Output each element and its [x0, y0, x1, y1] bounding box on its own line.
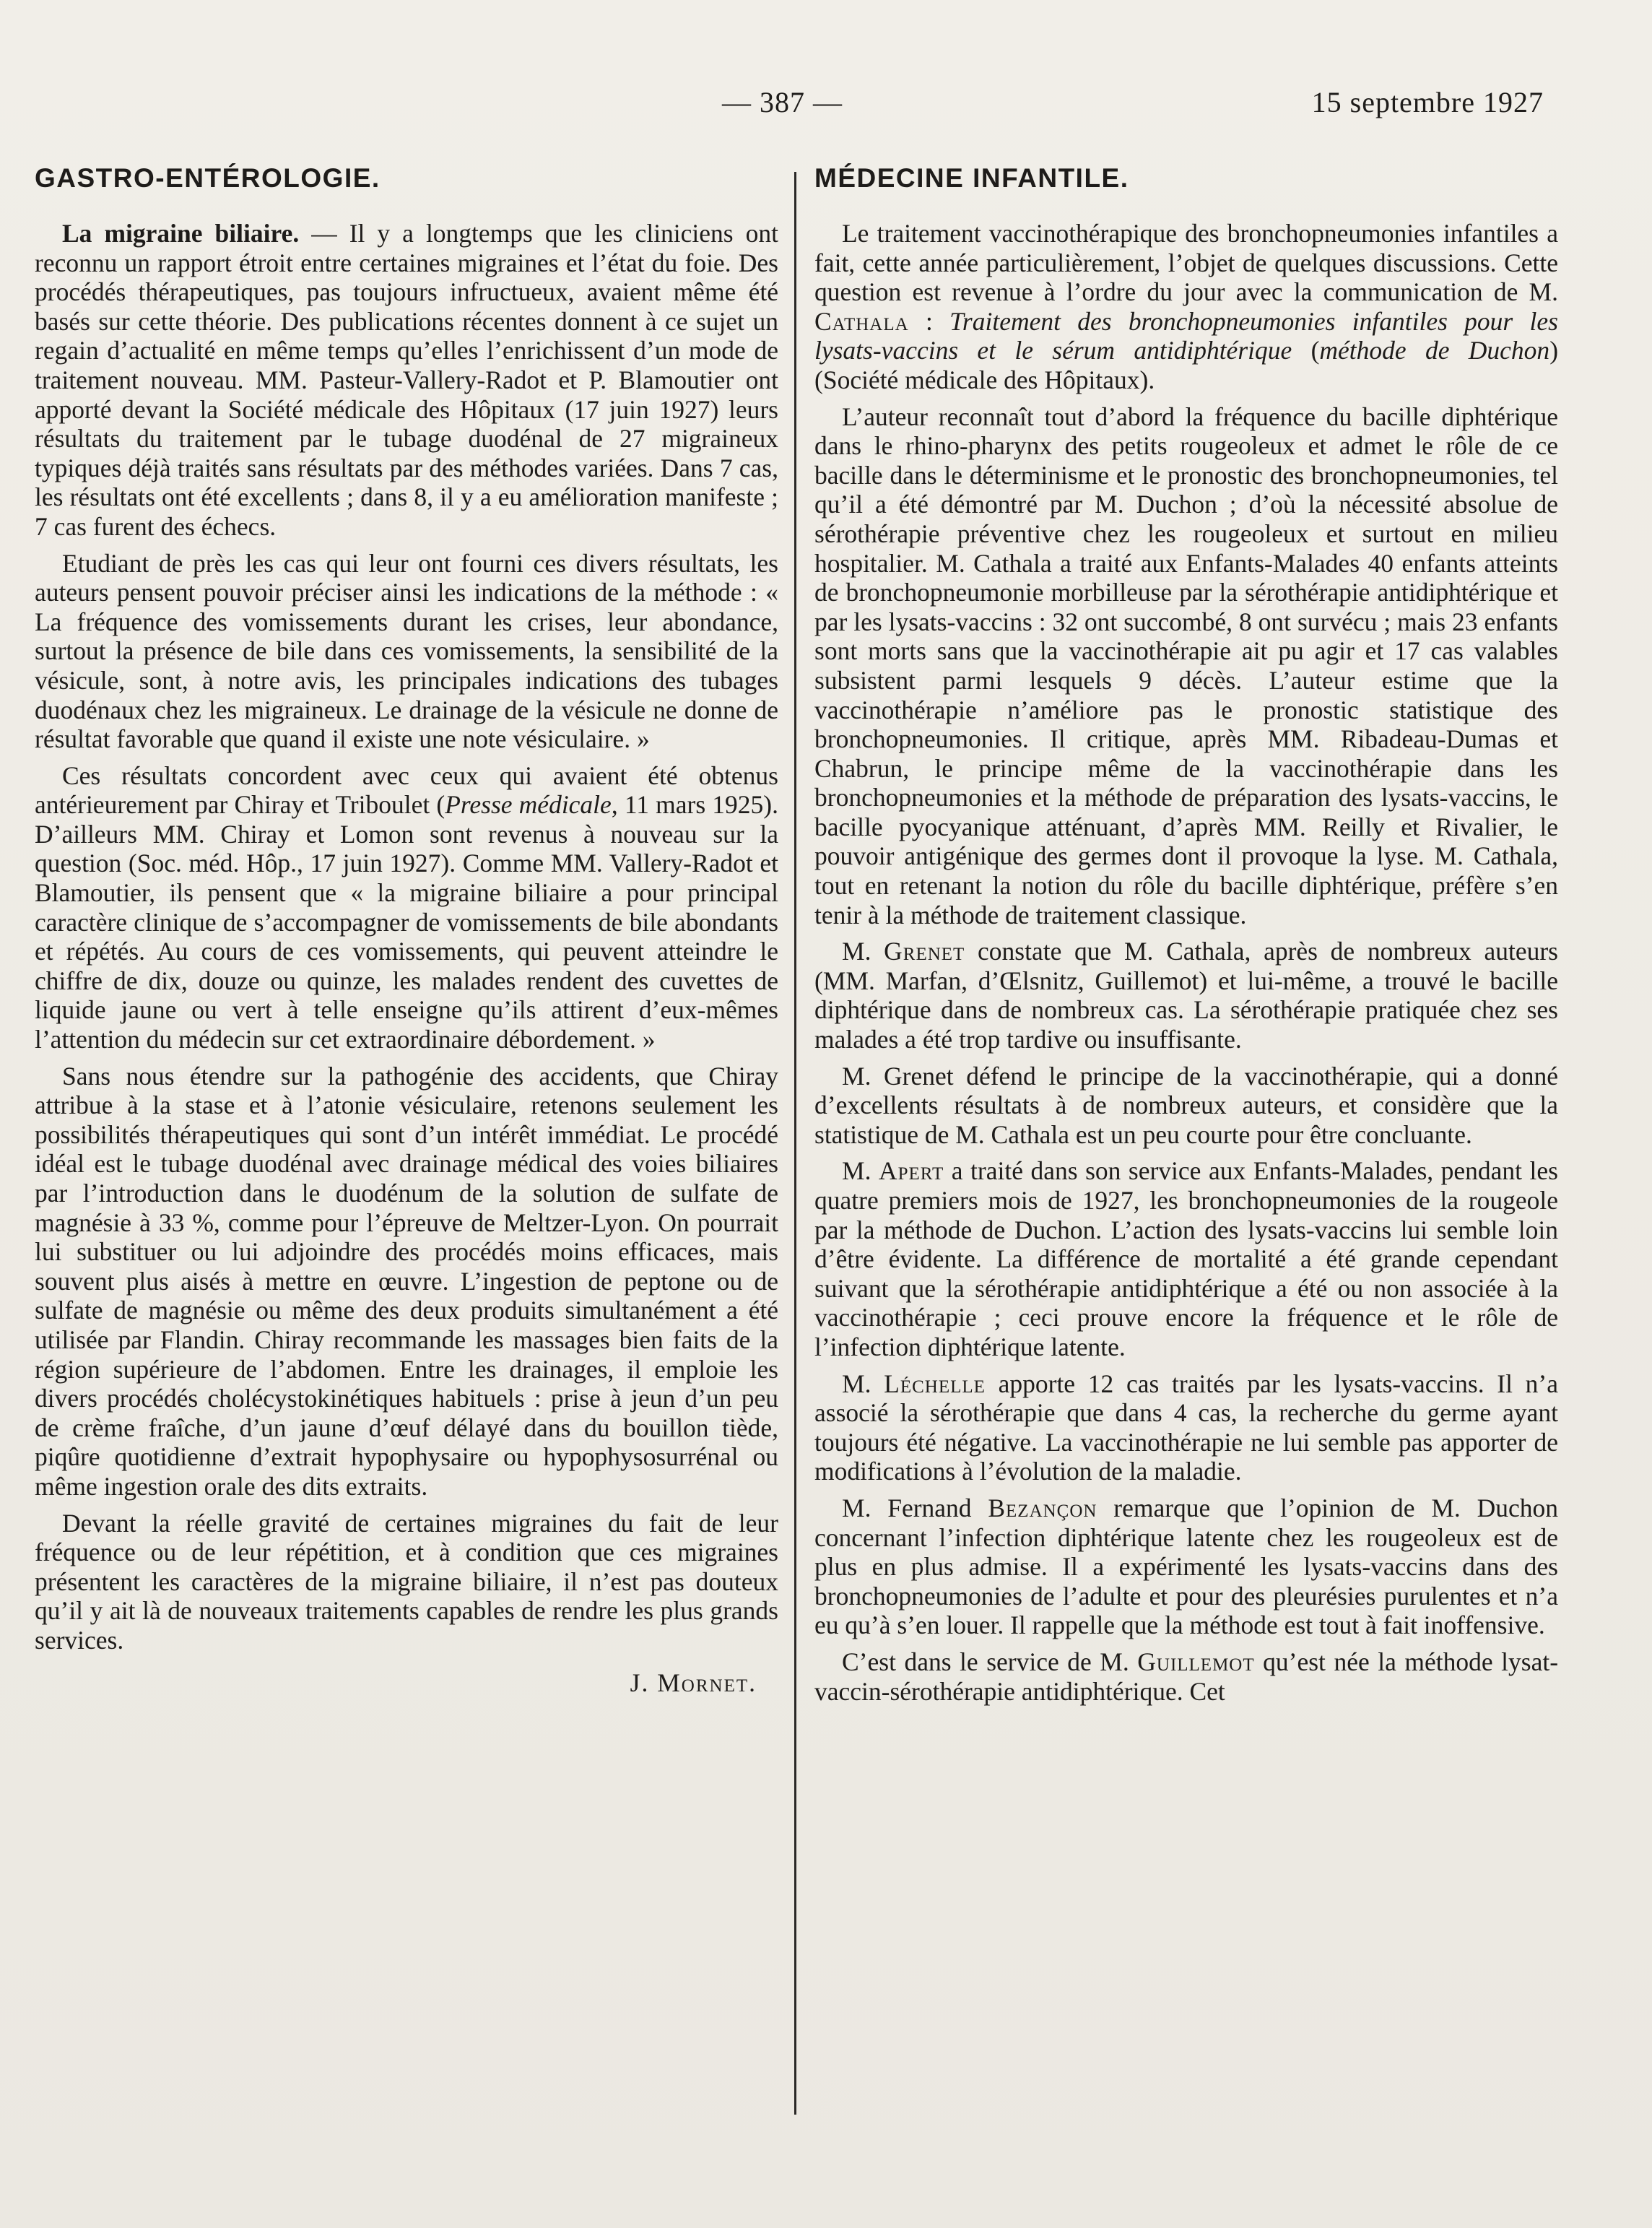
column-divider: [794, 172, 796, 2115]
paragraph-text: apporte 12 cas traités par les lysats-vaccins. Il n’a associé la sérothérapie que dans 4 cas, la recherche du germe ayant toujours été négative. La vaccinothérapie ne lui semble pas apporter de modifications à l’évolution de la maladie.: [814, 1369, 1558, 1486]
article-paragraph: M. Grenet défend le principe de la vaccinothérapie, qui a donné d’excellents résultats à de nombreux auteurs, et considère que la statistique de M. Cathala est un peu courte pour être concluante.: [814, 1061, 1558, 1149]
author-name: Bezançon: [988, 1493, 1097, 1522]
article-paragraph: [814, 1647, 1558, 1706]
author-name: Apert: [878, 1156, 944, 1186]
section-title-medecine: MÉDECINE INFANTILE.: [814, 163, 1129, 193]
paragraph-text: constate que M. Cathala, après de nombreux auteurs (MM. Marfan, d’Œlsnitz, Guillemot) et lui-même, a trouvé le bacille diphtérique dans de nombreux cas. La sérothérapie pratiquée chez ses malades a été trop tardive ou insuffisante.: [814, 937, 1558, 1054]
paragraph-text: C’est dans le service de M.: [842, 1647, 1138, 1676]
article-paragraph: Etudiant de près les cas qui leur ont fourni ces divers résultats, les auteurs pensent pouvoir préciser ainsi les indications de la méthode : « La fréquence des vomissements durant les crises, leur abondance, surtout la présence de bile dans ces vomissements, la sensibilité de la vésicule, sont, à notre avis, les principales indications des tubages duodénaux chez les migraineux. Le drainage de la vésicule ne donne de résultat favorable que quand il existe une note vésiculaire. »: [35, 548, 778, 754]
article-paragraph: [814, 937, 1558, 1054]
author-name: Grenet: [884, 937, 965, 966]
author-name: J. Mornet.: [630, 1668, 757, 1697]
paragraph-text: qu’est née la méthode lysat-vaccin-sérothérapie antidiphtérique. Cet: [814, 1647, 1559, 1706]
paragraph-text: a traité dans son service aux Enfants-Malades, pendant les quatre premiers mois de 1927, les bronchopneumonies de la rougeole par la méthode de Duchon. L’action des lysats-vaccins lui semble loin d’être évidente. La différence de mortalité a été grande cependant suivant que la sérothérapie antidiphtérique a été ou non associée à la vaccinothérapie ; ceci prouve encore la fréquence et le rôle de l’infection diphtérique latente.: [814, 1156, 1558, 1361]
paragraph-text: M.: [842, 937, 884, 966]
journal-citation: Presse médicale: [445, 790, 612, 820]
page-number: — 387 —: [722, 86, 843, 118]
article-paragraph: L’auteur reconnaît tout d’abord la fréquence du bacille diphtérique dans le rhino-pharynx des petits rougeoleux et admet le rôle de ce bacille dans le déterminisme et le pronostic des bronchopneumonies, tel qu’il a été démontré par M. Duchon ; d’où la nécessité absolue de sérothérapie préventive chez les rougeoleux et surtout en milieu hospitalier. M. Cathala a traité aux Enfants-Malades 40 enfants atteints de bronchopneumonie morbilleuse par la sérothérapie antidiphtérique et par les lysats-vaccins : 32 ont succombé, 8 ont survécu ; mais 23 enfants sont morts sans que la vaccinothérapie ait pu agir et 17 cas valables subsistent parmi lesquels 9 décès. L’auteur estime que la vaccinothérapie n’améliore pas le pronostic statistique des bronchopneumonies. Il critique, après MM. Ribadeau-Dumas et Chabrun, le principe même de la vaccinothérapie dans les bronchopneumonies et la méthode de préparation des lysats-vaccins, le bacille pyocyanique atténuant, d’après MM. Reilly et Rivalier, le pouvoir antigénique des germes dont il provoque la lyse. M. Cathala, tout en retenant la notion du rôle du bacille diphtérique, préfère s’en tenir à la méthode de traitement classique.: [814, 402, 1558, 929]
section-title-gastro: GASTRO-ENTÉROLOGIE.: [35, 163, 381, 193]
article-paragraph: Sans nous étendre sur la pathogénie des accidents, que Chiray attribue à la stase et à l’atonie vésiculaire, retenons seulement les possibilités thérapeutiques qui sont d’un intérêt immédiat. Le procédé idéal est le tubage duodénal avec drainage médical des voies biliaires par l’introduction dans le duodénum de la solution de sulfate de magnésie à 33 %, comme pour l’épreuve de Meltzer-Lyon. On pourrait lui substituer ou lui adjoindre des procédés moins efficaces, mais souvent plus aisés à mettre en œuvre. L’ingestion de peptone ou de sulfate de magnésie ou même des deux produits simultanément a été utilisée par Flandin. Chiray recommande les massages bien faits de la région supérieure de l’abdomen. Entre les drainages, il emploie les divers procédés cholécystokinétiques habituels : prise à jeun d’un peu de crème fraîche, d’un jaune d’œuf délayé dans du bouillon tiède, piqûre quotidienne d’extrait hypophysaire ou hypophysosurrénal ou même ingestion orale des dits extraits.: [35, 1061, 778, 1501]
author-name: Léchelle: [884, 1369, 986, 1398]
paragraph-text: M.: [842, 1156, 879, 1186]
page-header: [0, 85, 1652, 136]
article-paragraph: [35, 219, 778, 542]
paragraph-text: , 11 mars 1925). D’ailleurs MM. Chiray et Lomon sont revenus à nouveau sur la question (Soc. méd. Hôp., 17 juin 1927). Comme MM. Vallery-Radot et Blamoutier, ils pensent que « la migraine biliaire a pour principal caractère clinique de s’accompagner de vomissements de bile abondants et répétés. Au cours de ces vomissements, qui peuvent atteindre le chiffre de dix, douze ou quinze, les malades rendent des cuvettes de liquide jaune ou vert à telle enseigne qu’ils attirent d’eux-mêmes l’attention du médecin sur cet extraordinaire débordement. »: [35, 790, 779, 1054]
paragraph-text: Ces résultats concordent avec ceux qui avaient été obtenus antérieurement par Chiray et Triboulet (: [35, 760, 778, 820]
article-paragraph: [814, 1369, 1558, 1486]
paragraph-text: ) (Société médicale des Hôpitaux).: [814, 336, 1559, 394]
paragraph-text: Le traitement vaccinothérapique des bronchopneumonies infantiles a fait, cette année particulièrement, l’objet de quelques discussions. Cette question est revenue à l’ordre du jour avec la communication de M.: [814, 219, 1558, 307]
left-column: [35, 162, 778, 1697]
article-paragraph: [35, 761, 778, 1054]
issue-date: 15 septembre 1927: [1311, 86, 1544, 118]
author-name: Guillemot: [1137, 1647, 1255, 1676]
article-paragraph: Devant la réelle gravité de certaines migraines du fait de leur fréquence ou de leur répétition, et à condition que ces migraines présentent les caractères de la migraine biliaire, il n’est pas douteux qu’il y ait là de nouveaux traitements capables de rendre les plus grands services.: [35, 1508, 778, 1655]
paragraph-text: :: [908, 306, 950, 336]
author-signature: [35, 1668, 778, 1698]
paragraph-text: (: [1292, 336, 1320, 365]
article-lead: La migraine biliaire.: [62, 219, 300, 248]
article-paragraph: [814, 1494, 1558, 1640]
article-paragraph: [814, 219, 1558, 395]
article-paragraph: [814, 1156, 1558, 1361]
paragraph-text: — Il y a longtemps que les cliniciens ont reconnu un rapport étroit entre certaines migraines et l’état du foie. Des procédés thérapeutiques, pas toujours infructueux, avaient même été basés sur cette théorie. Des publications récentes donnent à ce sujet un regain d’actualité en même temps qu’elles l’enrichissent d’un mode de traitement nouveau. MM. Pasteur-Vallery-Radot et P. Blamoutier ont apporté devant la Société médicale des Hôpitaux (17 juin 1927) leurs résultats du traitement par le tubage duodénal de 27 migraineux typiques déjà traités sans résultats par des méthodes variées. Dans 7 cas, les résultats ont été excellents ; dans 8, il y a eu amélioration manifeste ; 7 cas furent des échecs.: [35, 219, 778, 541]
paragraph-text: remarque que l’opinion de M. Duchon concernant l’infection diphtérique latente chez les rougeoleux est de plus en plus admise. Il a expérimenté les lysats-vaccins dans des bronchopneumonies de l’adulte et pour des pleurésies purulentes et n’a eu qu’à s’en louer. Il rappelle que la méthode est tout à fait inoffensive.: [814, 1493, 1558, 1640]
paragraph-text: M.: [842, 1369, 884, 1398]
author-name: Cathala: [814, 306, 909, 336]
paragraph-text: M. Fernand: [842, 1493, 988, 1522]
method-name: méthode de Duchon: [1319, 336, 1550, 365]
communication-title: Traitement des bronchopneumonies infantiles pour les lysats-vaccins et le sérum antidiphtérique: [814, 306, 1558, 365]
right-column: [814, 162, 1558, 1713]
